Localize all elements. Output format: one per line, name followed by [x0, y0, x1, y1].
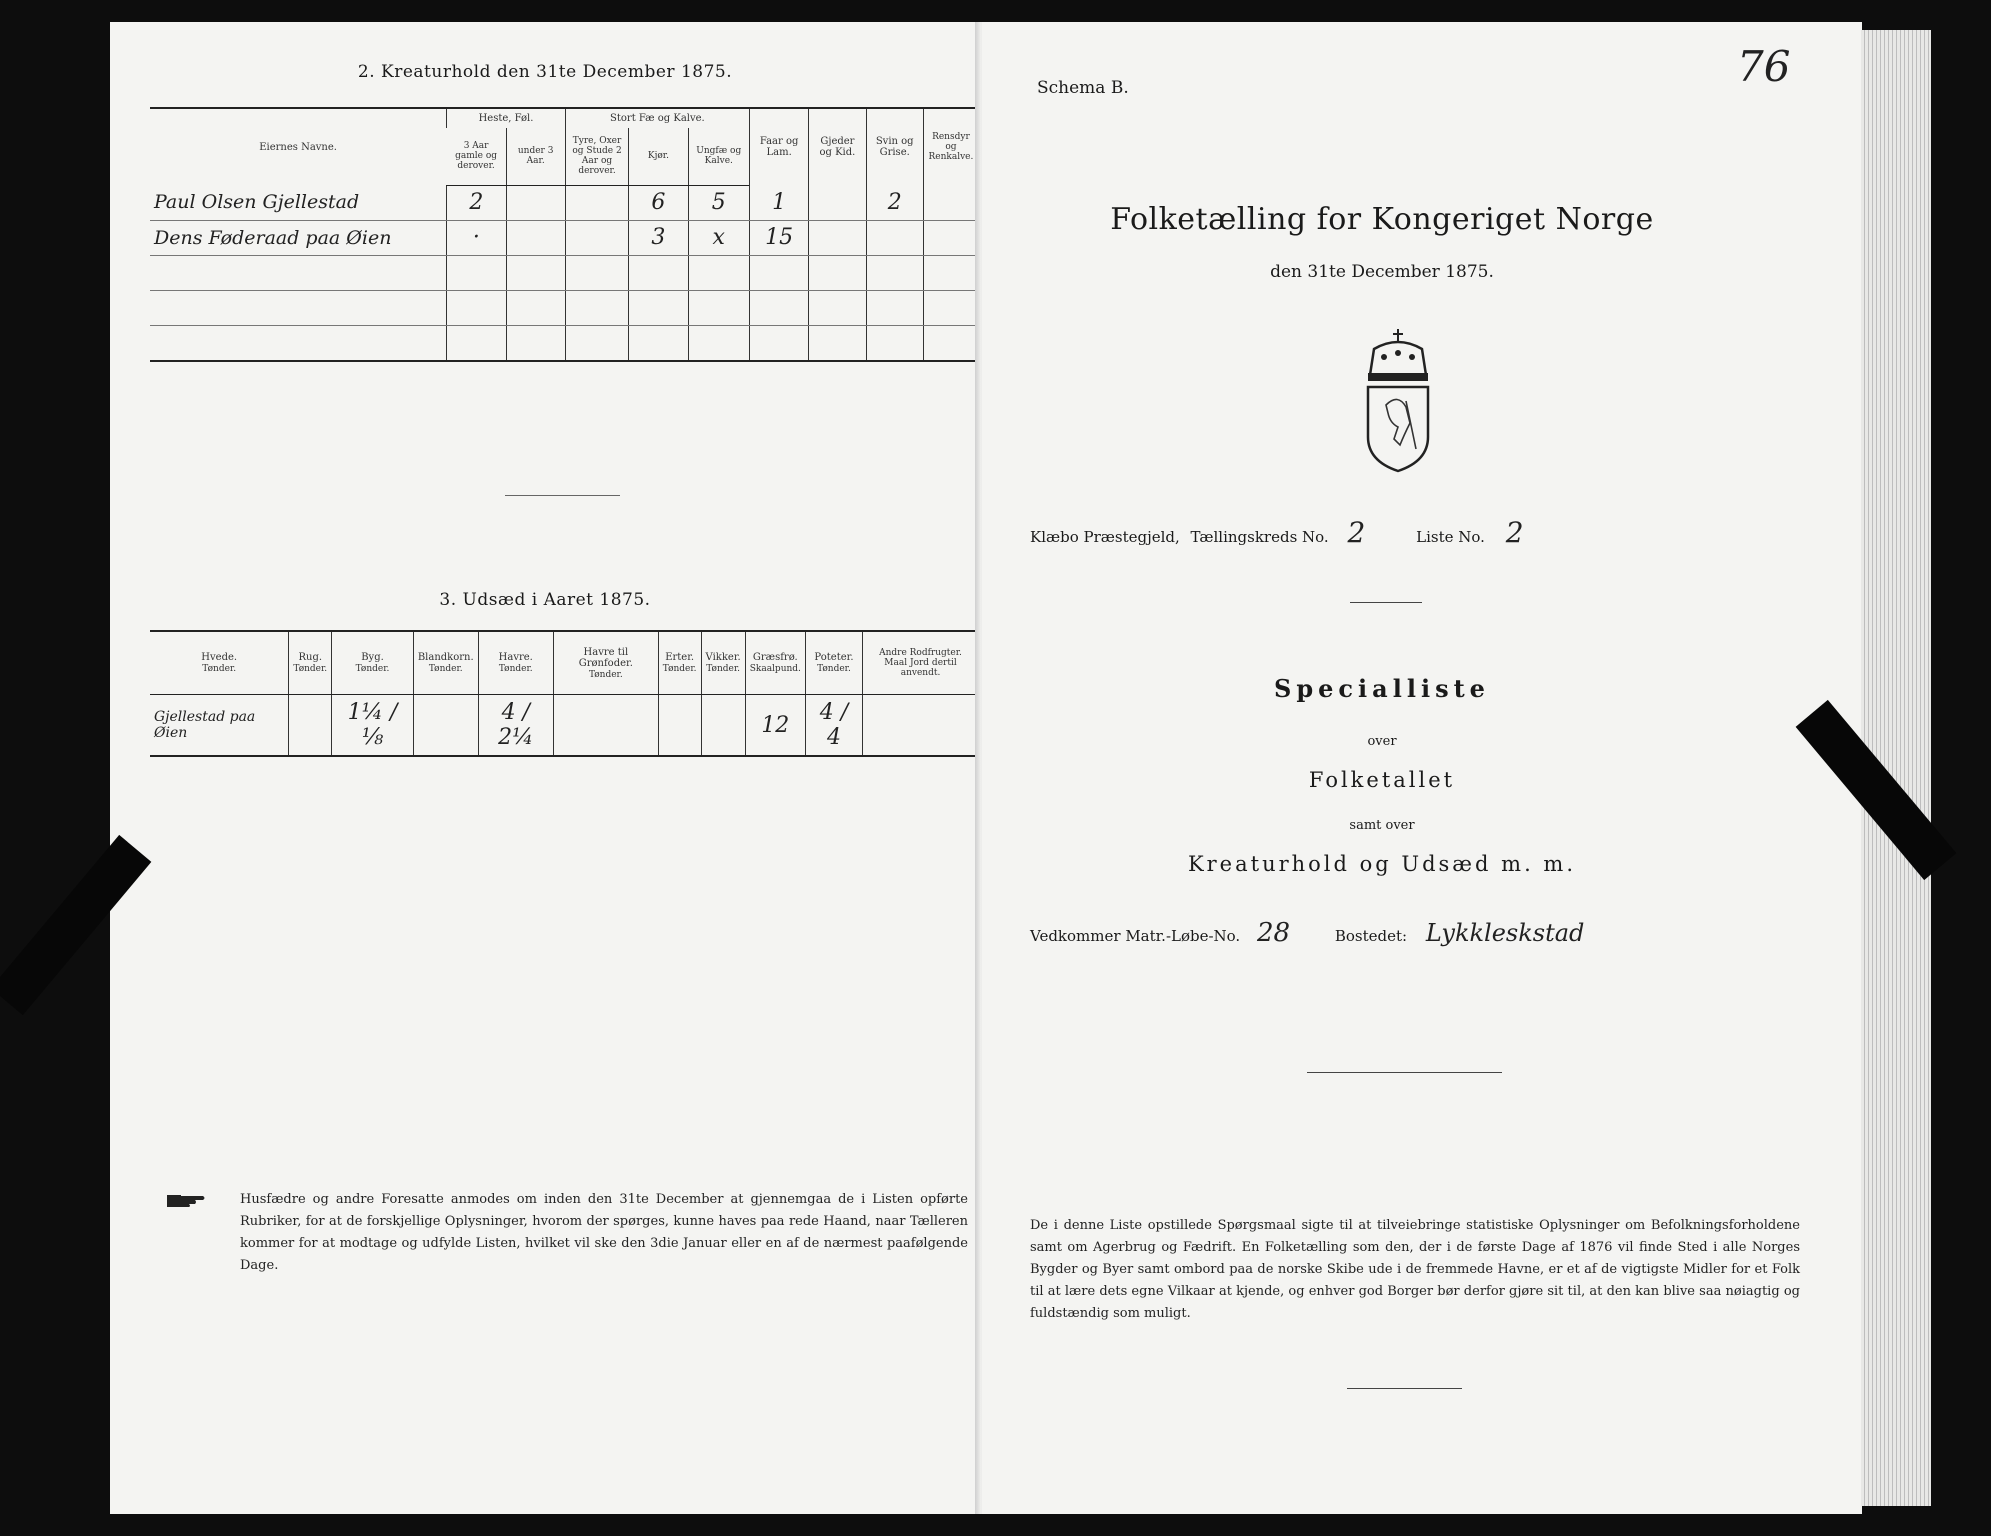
heste-young-cell — [506, 220, 565, 255]
svin-cell: 2 — [866, 185, 923, 220]
seed-table — [150, 630, 978, 757]
title-divider — [1350, 602, 1422, 603]
seed-col-andre-rodfrugter: Andre Rodfrugter. Maal Jord dertil anvendt. — [863, 631, 978, 695]
faar-header: Faar og Lam. — [749, 108, 808, 185]
samt-over-label: samt over — [1349, 818, 1415, 833]
seed-col-byg: Byg. Tønder. — [332, 631, 414, 695]
over-label: over — [1367, 734, 1397, 749]
faar-cell: 1 — [749, 185, 808, 220]
gjeder-cell — [809, 185, 866, 220]
owner-cell: Dens Føderaad paa Øien — [150, 220, 447, 255]
seed-col-rug: Rug. Tønder. — [289, 631, 332, 695]
kreds-label: Tællingskreds No. — [1190, 528, 1329, 546]
livestock-title: 2. Kreaturhold den 31te December 1875. — [357, 62, 733, 82]
tyre-cell — [565, 220, 628, 255]
livestock-row — [150, 220, 978, 255]
kjor-header: Kjør. — [629, 128, 688, 185]
tyre-header: Tyre, Oxer og Stude 2 Aar og derover. — [565, 128, 628, 185]
page-number: 76 — [1737, 42, 1791, 91]
kjor-cell: 6 — [629, 185, 688, 220]
seed-col-hvede: Hvede. Tønder. — [150, 631, 289, 695]
livestock-row — [150, 185, 978, 220]
seed-col-havre-gronfoder: Havre til Grønfoder. Tønder. — [553, 631, 658, 695]
seed-col-poteter: Poteter. Tønder. — [805, 631, 862, 695]
heste-old-header: 3 Aar gamle og derover. — [447, 128, 506, 185]
rensdyr-cell — [923, 185, 978, 220]
pointing-hand-icon — [165, 1190, 207, 1210]
census-title: Folketælling for Kongeriget Norge — [1110, 202, 1654, 237]
seed-cell-vikker — [701, 695, 745, 757]
kreaturhold-heading: Kreaturhold og Udsæd m. m. — [1187, 852, 1577, 876]
seed-cell-blandkorn — [413, 695, 478, 757]
footer-divider — [1347, 1388, 1462, 1389]
ungfae-cell: x — [688, 220, 749, 255]
seed-col-erter: Erter. Tønder. — [658, 631, 701, 695]
folketallet-heading: Folketallet — [1308, 768, 1456, 792]
matr-value: 28 — [1257, 918, 1291, 948]
livestock-row — [150, 290, 978, 325]
matr-label: Vedkommer Matr.-Løbe-No. — [1030, 927, 1241, 945]
svin-header: Svin og Grise. — [866, 108, 923, 185]
livestock-table — [150, 107, 978, 362]
faar-cell: 15 — [749, 220, 808, 255]
heste-old-cell: 2 — [447, 185, 506, 220]
owner-header: Eiernes Navne. — [150, 108, 447, 185]
seed-cell-havre-gronfoder — [553, 695, 658, 757]
kreds-value: 2 — [1347, 516, 1366, 549]
district-line — [1030, 516, 1524, 549]
seed-cell-graesfro: 12 — [745, 695, 805, 757]
section-divider — [505, 495, 620, 496]
seed-col-vikker: Vikker. Tønder. — [701, 631, 745, 695]
heste-old-cell: · — [447, 220, 506, 255]
seed-col-blandkorn: Blandkorn. Tønder. — [413, 631, 478, 695]
rensdyr-cell — [923, 220, 978, 255]
gjeder-cell — [809, 220, 866, 255]
middle-divider — [1307, 1072, 1502, 1073]
seed-row-label: Gjellestad paa Øien — [150, 695, 289, 757]
right-page — [982, 22, 1862, 1514]
stort-fae-header: Stort Fæ og Kalve. — [565, 108, 749, 128]
matrikkel-line — [1030, 918, 1584, 948]
liste-label: Liste No. — [1416, 528, 1485, 546]
seed-cell-andre — [863, 695, 978, 757]
instructions-notice: Husfædre og andre Foresatte anmodes om inden den 31te December at gjennemgaa de i Listen opførte Rubriker, for at de forskjellige Oplysninger, hvorom der spørges, kunne haves paa rede Haand, naar Tælleren kommer for at modtage og udfylde Listen, hvilket vil ske den 3die Januar eller en af de nærmest paafølgende Dage. — [240, 1192, 968, 1273]
seed-col-havre: Havre. Tønder. — [478, 631, 553, 695]
livestock-row — [150, 255, 978, 290]
specialliste-heading: Specialliste — [1274, 674, 1490, 703]
svin-cell — [866, 220, 923, 255]
left-page — [110, 22, 981, 1514]
seed-cell-erter — [658, 695, 701, 757]
heste-header: Heste, Føl. — [447, 108, 566, 128]
ungfae-header: Ungfæ og Kalve. — [688, 128, 749, 185]
schema-label: Schema B. — [1037, 78, 1129, 98]
seed-col-graesfro: Græsfrø. Skaalpund. — [745, 631, 805, 695]
seed-cell-poteter: 4 / 4 — [805, 695, 862, 757]
ungfae-cell: 5 — [688, 185, 749, 220]
seed-cell-rug — [289, 695, 332, 757]
bosted-label: Bostedet: — [1334, 927, 1408, 945]
footer-explanation: De i denne Liste opstillede Spørgsmaal sigte til at tilveiebringe statistiske Oplysninger om Befolkningsforholdene samt om Agerbrug og Fædrift. En Folketælling som den, der i de første Dage af 1876 vil finde Sted i alle Norges Bygder og Byer samt ombord paa de norske Skibe ude i de fremmede Havne, er et af de vigtigste Midler for et Folk til at lære dets egne Vilkaar at kjende, og enhver god Borger bør derfor gjøre sit til, at den kan blive saa nøiagtig og fuldstændig som muligt. — [1030, 1218, 1800, 1321]
tyre-cell — [565, 185, 628, 220]
seed-title: 3. Udsæd i Aaret 1875. — [439, 590, 651, 610]
prestegjeld-label: Klæbo Præstegjeld, — [1030, 528, 1180, 546]
owner-cell: Paul Olsen Gjellestad — [150, 185, 447, 220]
heste-young-header: under 3 Aar. — [506, 128, 565, 185]
heste-young-cell — [506, 185, 565, 220]
rensdyr-header: Rensdyr og Renkalve. — [923, 108, 978, 185]
kjor-cell: 3 — [629, 220, 688, 255]
census-subtitle: den 31te December 1875. — [1270, 262, 1494, 282]
liste-value: 2 — [1505, 516, 1524, 549]
norway-coat-of-arms-icon — [1360, 327, 1436, 473]
seed-cell-byg: 1¼ / ⅛ — [332, 695, 414, 757]
seed-cell-havre: 4 / 2¼ — [478, 695, 553, 757]
bosted-value: Lykkleskstad — [1425, 919, 1585, 947]
seed-row — [150, 695, 978, 757]
livestock-row — [150, 325, 978, 361]
gjeder-header: Gjeder og Kid. — [809, 108, 866, 185]
